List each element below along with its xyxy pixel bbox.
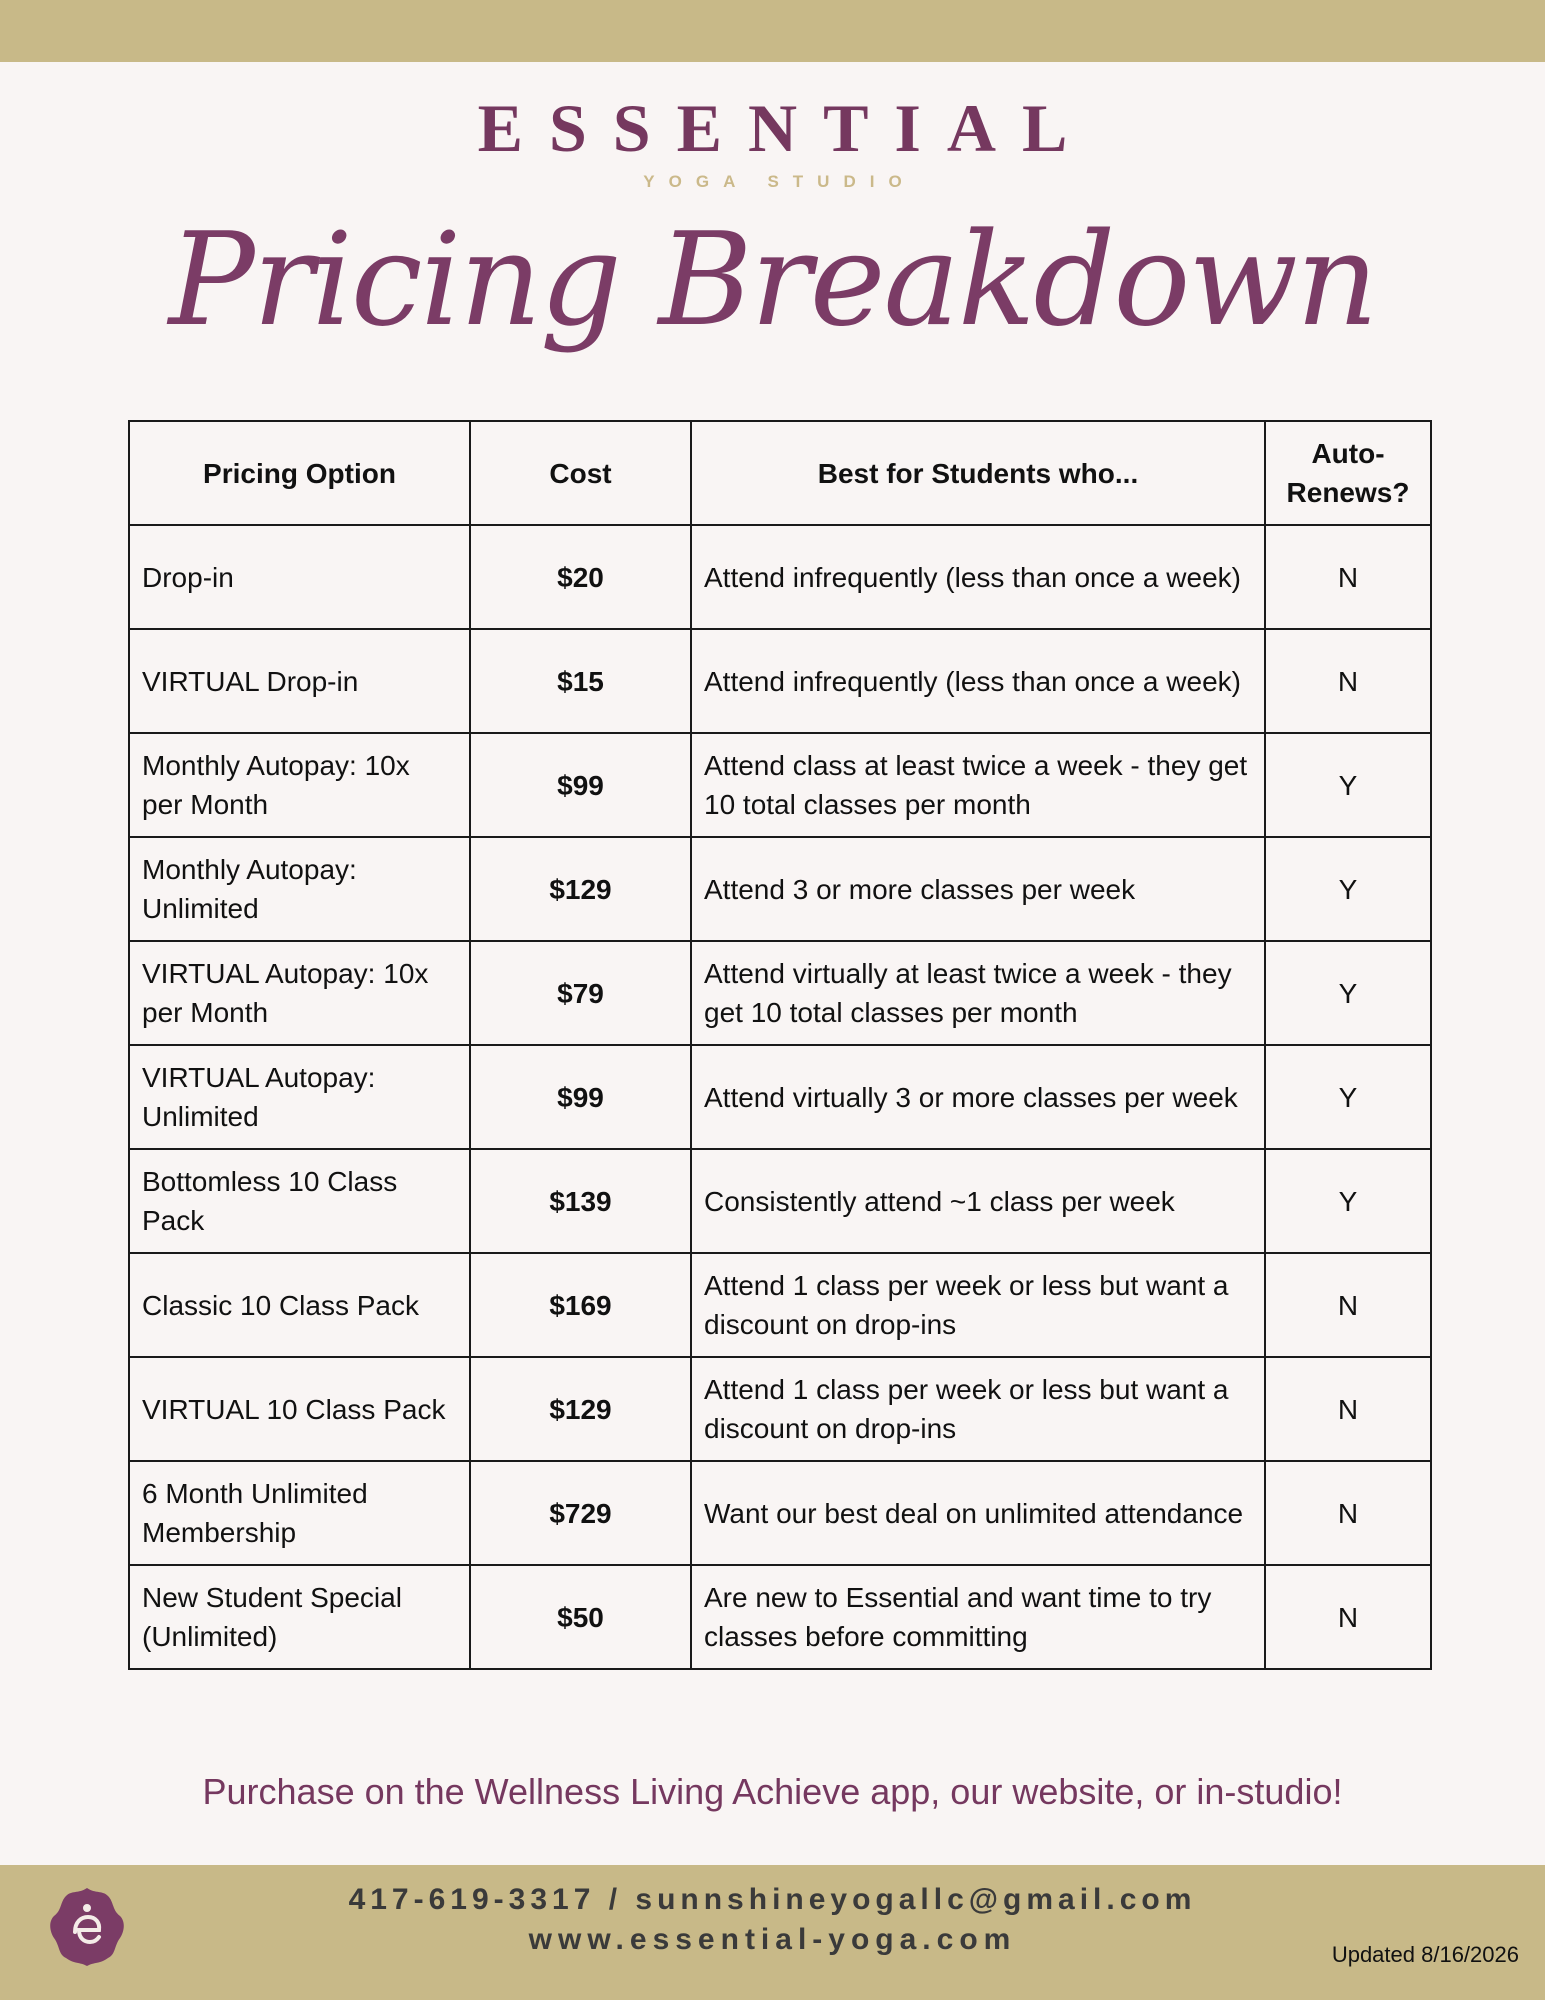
option-cell: VIRTUAL Autopay: 10x per Month <box>129 941 470 1045</box>
option-cell: 6 Month Unlimited Membership <box>129 1461 470 1565</box>
table-header-row <box>129 421 1431 525</box>
auto-renews-cell: Y <box>1265 837 1431 941</box>
best-for-cell: Consistently attend ~1 class per week <box>691 1149 1265 1253</box>
auto-renews-cell: Y <box>1265 941 1431 1045</box>
auto-renews-cell: N <box>1265 525 1431 629</box>
option-cell: Classic 10 Class Pack <box>129 1253 470 1357</box>
auto-renews-cell: N <box>1265 1461 1431 1565</box>
table-row <box>129 1461 1431 1565</box>
option-cell: Drop-in <box>129 525 470 629</box>
best-for-cell: Attend virtually at least twice a week - they get 10 total classes per month <box>691 941 1265 1045</box>
header-pricing-option: Pricing Option <box>129 421 470 525</box>
option-cell: New Student Special (Unlimited) <box>129 1565 470 1669</box>
table-row <box>129 1253 1431 1357</box>
best-for-cell: Are new to Essential and want time to try classes before committing <box>691 1565 1265 1669</box>
best-for-cell: Attend 1 class per week or less but want a discount on drop-ins <box>691 1253 1265 1357</box>
cost-cell: $139 <box>470 1149 691 1253</box>
auto-renews-cell: Y <box>1265 1045 1431 1149</box>
auto-renews-cell: N <box>1265 1357 1431 1461</box>
cost-cell: $129 <box>470 837 691 941</box>
cost-cell: $79 <box>470 941 691 1045</box>
cost-cell: $169 <box>470 1253 691 1357</box>
pricing-table <box>128 420 1432 1670</box>
best-for-cell: Attend class at least twice a week - they get 10 total classes per month <box>691 733 1265 837</box>
cost-cell: $50 <box>470 1565 691 1669</box>
table-row <box>129 1045 1431 1149</box>
website-url: www.essential-yoga.com <box>528 1923 1017 1956</box>
table-row <box>129 837 1431 941</box>
cost-cell: $99 <box>470 733 691 837</box>
option-cell: VIRTUAL Autopay: Unlimited <box>129 1045 470 1149</box>
table-row <box>129 1357 1431 1461</box>
cost-cell: $129 <box>470 1357 691 1461</box>
cost-cell: $99 <box>470 1045 691 1149</box>
option-cell: Monthly Autopay: Unlimited <box>129 837 470 941</box>
best-for-cell: Want our best deal on unlimited attendance <box>691 1461 1265 1565</box>
best-for-cell: Attend 1 class per week or less but want a discount on drop-ins <box>691 1357 1265 1461</box>
table-row <box>129 1565 1431 1669</box>
table-row <box>129 525 1431 629</box>
option-cell: Bottomless 10 Class Pack <box>129 1149 470 1253</box>
auto-renews-cell: N <box>1265 1253 1431 1357</box>
header-best-for: Best for Students who... <box>691 421 1265 525</box>
option-cell: Monthly Autopay: 10x per Month <box>129 733 470 837</box>
auto-renews-cell: Y <box>1265 733 1431 837</box>
best-for-cell: Attend infrequently (less than once a week) <box>691 525 1265 629</box>
auto-renews-cell: N <box>1265 1565 1431 1669</box>
best-for-cell: Attend 3 or more classes per week <box>691 837 1265 941</box>
best-for-cell: Attend infrequently (less than once a week) <box>691 629 1265 733</box>
purchase-note: Purchase on the Wellness Living Achieve app, our website, or in-studio! <box>202 1771 1343 1812</box>
header-auto-renews: Auto-Renews? <box>1265 421 1431 525</box>
table-row <box>129 733 1431 837</box>
cost-cell: $15 <box>470 629 691 733</box>
auto-renews-cell: Y <box>1265 1149 1431 1253</box>
top-band <box>0 0 1545 62</box>
option-cell: VIRTUAL Drop-in <box>129 629 470 733</box>
contact-info: 417-619-3317 / sunnshineyogallc@gmail.com <box>348 1883 1197 1916</box>
cost-cell: $20 <box>470 525 691 629</box>
auto-renews-cell: N <box>1265 629 1431 733</box>
brand-subtitle: YOGA STUDIO <box>643 172 916 191</box>
updated-date: Updated 8/16/2026 <box>1331 1942 1519 1967</box>
best-for-cell: Attend virtually 3 or more classes per week <box>691 1045 1265 1149</box>
table-row <box>129 941 1431 1045</box>
page-title: Pricing Breakdown <box>168 206 1377 355</box>
header-cost: Cost <box>470 421 691 525</box>
brand-name: ESSENTIAL <box>477 90 1094 166</box>
cost-cell: $729 <box>470 1461 691 1565</box>
table-row <box>129 629 1431 733</box>
table-row <box>129 1149 1431 1253</box>
option-cell: VIRTUAL 10 Class Pack <box>129 1357 470 1461</box>
